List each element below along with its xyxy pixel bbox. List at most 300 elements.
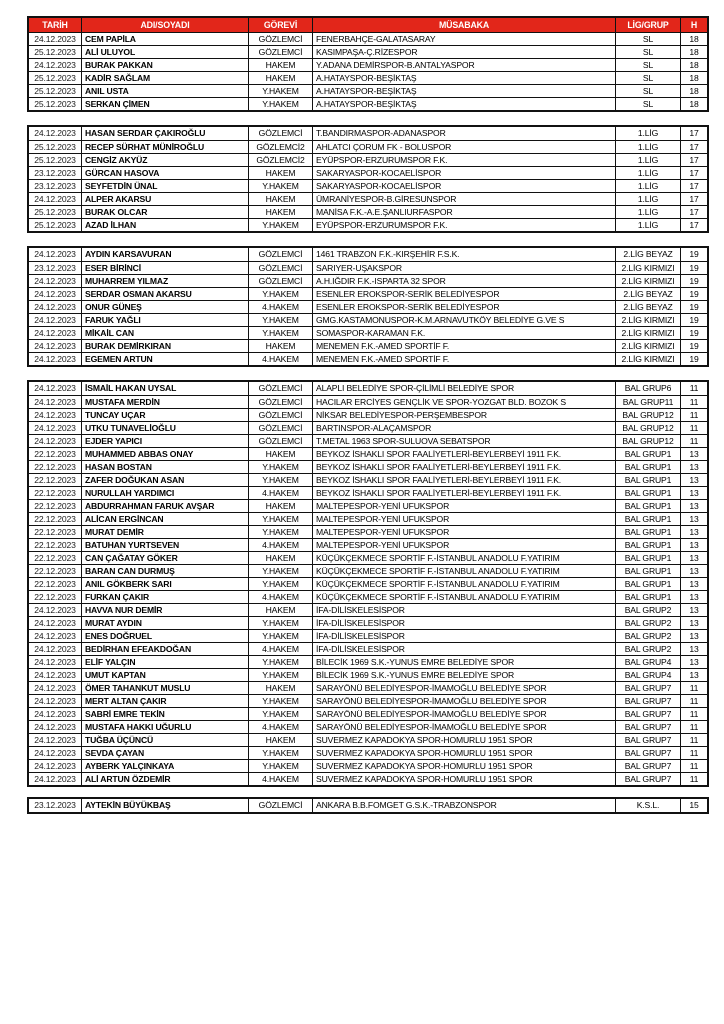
week-cell: 17 [680,193,707,205]
date-cell: 25.12.2023 [34,72,76,83]
week-cell: 19 [680,314,707,326]
week-cell: 11 [680,435,707,447]
column-header-match: MÜSABAKA [312,18,615,32]
week-cell: 17 [680,127,707,140]
date-cell: 24.12.2023 [34,656,76,667]
match-cell: BEYKOZ İSHAKLI SPOR FAALİYETLERİ-BEYLERBEYİ 1911 F.K. [312,474,615,486]
week-cell: 17 [680,206,707,218]
name-cell: AYDIN KARSAVURAN [81,248,248,261]
week-cell: 13 [680,604,707,616]
date-cell: 24.12.2023 [34,340,76,351]
match-cell: İFA-DİLİSKELESİSPOR [312,617,615,629]
name-cell: MUSTAFA MERDİN [81,396,248,408]
role-cell: HAKEM [248,552,312,564]
league-cell: BAL GRUP1 [615,461,680,473]
role-cell: Y.HAKEM [248,656,312,668]
match-cell: A.HATAYSPOR-BEŞİKTAŞ [312,98,615,110]
date-cell: 24.12.2023 [34,643,76,654]
league-cell: 1.LİG [615,154,680,166]
date-cell: 22.12.2023 [34,448,76,459]
role-cell: HAKEM [248,604,312,616]
league-cell: BAL GRUP12 [615,422,680,434]
week-cell: 11 [680,396,707,408]
date-cell: 24.12.2023 [34,33,76,44]
name-cell: BURAK DEMİRKIRAN [81,340,248,352]
week-cell: 11 [680,409,707,421]
match-cell: SOMASPOR-KARAMAN F.K. [312,327,615,339]
table-row [29,287,707,300]
match-cell: 1461 TRABZON F.K.-KIRŞEHİR F.S.K. [312,248,615,261]
table-block-super-lig [27,16,709,112]
table-row [29,192,707,205]
league-cell: SL [615,59,680,71]
league-cell: BAL GRUP7 [615,773,680,785]
role-cell: Y.HAKEM [248,98,312,110]
name-cell: ALİ ARTUN ÖZDEMİR [81,773,248,785]
week-cell: 13 [680,669,707,681]
week-cell: 18 [680,85,707,97]
role-cell: GÖZLEMCİ [248,46,312,58]
league-cell: BAL GRUP1 [615,578,680,590]
table-header-row [29,18,707,32]
date-cell: 24.12.2023 [34,249,76,260]
week-cell: 13 [680,656,707,668]
date-cell: 24.12.2023 [34,617,76,628]
role-cell: GÖZLEMCİ [248,33,312,45]
date-cell: 24.12.2023 [34,630,76,641]
week-cell: 13 [680,565,707,577]
role-cell: Y.HAKEM [248,565,312,577]
league-cell: SL [615,85,680,97]
match-cell: KASIMPAŞA-Ç.RİZESPOR [312,46,615,58]
week-cell: 17 [680,154,707,166]
name-cell: MURAT DEMİR [81,526,248,538]
table-row [29,707,707,720]
match-cell: KÜÇÜKÇEKMECE SPORTİF F.-İSTANBUL ANADOLU F.YATIRIM [312,591,615,603]
match-cell: SARAYÖNÜ BELEDİYESPOR-İMAMOĞLU BELEDİYE SPOR [312,695,615,707]
date-cell: 22.12.2023 [34,513,76,524]
league-cell: 2.LİG BEYAZ [615,301,680,313]
name-cell: BEDİRHAN EFEAKDOĞAN [81,643,248,655]
date-cell: 22.12.2023 [34,526,76,537]
league-cell: BAL GRUP2 [615,604,680,616]
name-cell: ALPER AKARSU [81,193,248,205]
date-cell: 22.12.2023 [34,461,76,472]
table-row [29,421,707,434]
date-cell: 25.12.2023 [34,46,76,57]
date-cell: 25.12.2023 [34,154,76,165]
week-cell: 17 [680,219,707,231]
league-cell: 1.LİG [615,167,680,179]
role-cell: HAKEM [248,448,312,460]
match-cell: BİLECİK 1969 S.K.-YUNUS EMRE BELEDİYE SPOR [312,656,615,668]
match-cell: SAKARYASPOR-KOCAELİSPOR [312,180,615,192]
table-row [29,525,707,538]
league-cell: BAL GRUP6 [615,382,680,395]
date-cell: 24.12.2023 [34,760,76,771]
league-cell: BAL GRUP1 [615,448,680,460]
week-cell: 11 [680,422,707,434]
role-cell: HAKEM [248,734,312,746]
match-cell: BEYKOZ İSHAKLI SPOR FAALİYETLERİ-BEYLERBEYİ 1911 F.K. [312,448,615,460]
match-cell: MALTEPESPOR-YENİ UFUKSPOR [312,500,615,512]
league-cell: BAL GRUP7 [615,721,680,733]
role-cell: HAKEM [248,167,312,179]
name-cell: RECEP SÜRHAT MÜNİROĞLU [81,141,248,153]
match-cell: MENEMEN F.K.-AMED SPORTİF F. [312,340,615,352]
week-cell: 17 [680,180,707,192]
table-row [29,382,707,395]
name-cell: SERKAN ÇİMEN [81,98,248,110]
match-cell: KÜÇÜKÇEKMECE SPORTİF F.-İSTANBUL ANADOLU F.YATIRIM [312,565,615,577]
date-cell: 24.12.2023 [34,409,76,420]
column-header-role: GÖREVİ [248,18,312,32]
week-cell: 11 [680,760,707,772]
match-cell: SUVERMEZ KAPADOKYA SPOR-HOMURLU 1951 SPOR [312,734,615,746]
column-header-week: H [680,18,707,32]
table-row [29,127,707,140]
role-cell: GÖZLEMCİ [248,382,312,395]
table-row [29,71,707,84]
name-cell: ANIL GÖKBERK SARI [81,578,248,590]
league-cell: BAL GRUP11 [615,396,680,408]
role-cell: Y.HAKEM [248,327,312,339]
role-cell: GÖZLEMCİ [248,262,312,274]
match-cell: EYÜPSPOR-ERZURUMSPOR F.K. [312,219,615,231]
name-cell: BARAN CAN DURMUŞ [81,565,248,577]
week-cell: 11 [680,695,707,707]
table-row [29,473,707,486]
name-cell: BURAK OLCAR [81,206,248,218]
league-cell: BAL GRUP7 [615,747,680,759]
name-cell: SEYFETDİN ÜNAL [81,180,248,192]
name-cell: ALİCAN ERGİNCAN [81,513,248,525]
name-cell: SERDAR OSMAN AKARSU [81,288,248,300]
column-header-league: LİG/GRUP [615,18,680,32]
match-cell: MALTEPESPOR-YENİ UFUKSPOR [312,513,615,525]
role-cell: Y.HAKEM [248,314,312,326]
league-cell: BAL GRUP2 [615,643,680,655]
role-cell: Y.HAKEM [248,760,312,772]
role-cell: Y.HAKEM [248,526,312,538]
name-cell: CENGİZ AKYÜZ [81,154,248,166]
date-cell: 23.12.2023 [34,180,76,191]
week-cell: 19 [680,248,707,261]
match-cell: SUVERMEZ KAPADOKYA SPOR-HOMURLU 1951 SPOR [312,760,615,772]
role-cell: Y.HAKEM [248,617,312,629]
date-cell: 23.12.2023 [34,262,76,273]
week-cell: 13 [680,578,707,590]
table-row [29,551,707,564]
league-cell: BAL GRUP12 [615,435,680,447]
table-row [29,434,707,447]
role-cell: GÖZLEMCİ2 [248,141,312,153]
league-cell: 2.LİG KIRMIZI [615,340,680,352]
match-cell: BİLECİK 1969 S.K.-YUNUS EMRE BELEDİYE SPOR [312,669,615,681]
name-cell: KADİR SAĞLAM [81,72,248,84]
match-cell: ALAPLI BELEDİYE SPOR-ÇİLİMLİ BELEDİYE SPOR [312,382,615,395]
date-cell: 24.12.2023 [34,193,76,204]
date-cell: 25.12.2023 [34,98,76,109]
role-cell: Y.HAKEM [248,708,312,720]
date-cell: 22.12.2023 [34,474,76,485]
role-cell: GÖZLEMCİ [248,127,312,140]
league-cell: BAL GRUP1 [615,500,680,512]
table-row [29,45,707,58]
week-cell: 11 [680,682,707,694]
role-cell: 4.HAKEM [248,721,312,733]
table-row [29,447,707,460]
match-cell: BARTINSPOR-ALAÇAMSPOR [312,422,615,434]
date-cell: 24.12.2023 [34,396,76,407]
league-cell: BAL GRUP1 [615,513,680,525]
match-cell: EYÜPSPOR-ERZURUMSPOR F.K. [312,154,615,166]
league-cell: 1.LİG [615,127,680,140]
table-row [29,395,707,408]
match-cell: MALTEPESPOR-YENİ UFUKSPOR [312,539,615,551]
name-cell: ANIL USTA [81,85,248,97]
league-cell: 1.LİG [615,219,680,231]
role-cell: HAKEM [248,682,312,694]
role-cell: HAKEM [248,72,312,84]
week-cell: 18 [680,59,707,71]
week-cell: 13 [680,448,707,460]
date-cell: 22.12.2023 [34,539,76,550]
match-cell: FENERBAHÇE-GALATASARAY [312,33,615,45]
match-cell: T.BANDIRMASPOR-ADANASPOR [312,127,615,140]
table-row [29,799,707,812]
table-row [29,339,707,352]
match-cell: İFA-DİLİSKELESİSPOR [312,604,615,616]
name-cell: ABDURRAHMAN FARUK AVŞAR [81,500,248,512]
league-cell: BAL GRUP4 [615,669,680,681]
week-cell: 19 [680,262,707,274]
table-row [29,668,707,681]
role-cell: Y.HAKEM [248,474,312,486]
week-cell: 11 [680,734,707,746]
role-cell: GÖZLEMCİ [248,275,312,287]
role-cell: GÖZLEMCİ [248,409,312,421]
table-row [29,603,707,616]
match-cell: ESENLER EROKSPOR-SERİK BELEDİYESPOR [312,288,615,300]
name-cell: CAN ÇAĞATAY GÖKER [81,552,248,564]
role-cell: GÖZLEMCİ [248,422,312,434]
name-cell: EJDER YAPICI [81,435,248,447]
role-cell: 4.HAKEM [248,591,312,603]
league-cell: BAL GRUP1 [615,565,680,577]
role-cell: HAKEM [248,206,312,218]
table-row [29,655,707,668]
league-cell: 2.LİG KIRMIZI [615,262,680,274]
date-cell: 24.12.2023 [34,682,76,693]
week-cell: 15 [680,799,707,812]
role-cell: Y.HAKEM [248,578,312,590]
role-cell: GÖZLEMCİ [248,248,312,261]
match-cell: SARAYÖNÜ BELEDİYESPOR-İMAMOĞLU BELEDİYE SPOR [312,721,615,733]
role-cell: Y.HAKEM [248,461,312,473]
name-cell: TUNCAY UÇAR [81,409,248,421]
table-row [29,616,707,629]
name-cell: UTKU TUNAVELİOĞLU [81,422,248,434]
table-row [29,218,707,231]
name-cell: ESER BİRİNCİ [81,262,248,274]
league-cell: 1.LİG [615,180,680,192]
role-cell: HAKEM [248,500,312,512]
week-cell: 11 [680,773,707,785]
league-cell: BAL GRUP1 [615,539,680,551]
table-row [29,248,707,261]
role-cell: 4.HAKEM [248,487,312,499]
league-cell: 2.LİG BEYAZ [615,288,680,300]
name-cell: EGEMEN ARTUN [81,353,248,365]
table-row [29,460,707,473]
role-cell: GÖZLEMCİ2 [248,154,312,166]
week-cell: 18 [680,46,707,58]
week-cell: 13 [680,630,707,642]
table-row [29,486,707,499]
league-cell: 1.LİG [615,193,680,205]
table-row [29,746,707,759]
week-cell: 13 [680,474,707,486]
table-row [29,499,707,512]
role-cell: Y.HAKEM [248,695,312,707]
role-cell: GÖZLEMCİ [248,396,312,408]
name-cell: MERT ALTAN ÇAKIR [81,695,248,707]
table-row [29,352,707,365]
table-row [29,140,707,153]
date-cell: 24.12.2023 [34,695,76,706]
league-cell: SL [615,33,680,45]
league-cell: SL [615,46,680,58]
role-cell: 4.HAKEM [248,301,312,313]
name-cell: AZAD İLHAN [81,219,248,231]
date-cell: 22.12.2023 [34,487,76,498]
match-cell: ÜMRANİYESPOR-B.GİRESUNSPOR [312,193,615,205]
league-cell: BAL GRUP1 [615,552,680,564]
name-cell: FARUK YAĞLI [81,314,248,326]
name-cell: MİKAİL CAN [81,327,248,339]
date-cell: 24.12.2023 [34,383,76,394]
role-cell: Y.HAKEM [248,747,312,759]
role-cell: GÖZLEMCİ [248,435,312,447]
league-cell: BAL GRUP7 [615,734,680,746]
week-cell: 13 [680,617,707,629]
league-cell: SL [615,98,680,110]
week-cell: 13 [680,461,707,473]
week-cell: 13 [680,487,707,499]
league-cell: 2.LİG KIRMIZI [615,327,680,339]
date-cell: 25.12.2023 [34,219,76,230]
week-cell: 13 [680,643,707,655]
table-row [29,97,707,110]
table-row [29,179,707,192]
table-row [29,58,707,71]
date-cell: 24.12.2023 [34,708,76,719]
week-cell: 17 [680,167,707,179]
name-cell: HASAN BOSTAN [81,461,248,473]
match-cell: HACILAR ERCİYES GENÇLİK VE SPOR-YOZGAT BLD. BOZOK S [312,396,615,408]
column-header-date: TARİH [42,19,68,30]
name-cell: SEVDA ÇAYAN [81,747,248,759]
name-cell: HASAN SERDAR ÇAKIROĞLU [81,127,248,140]
role-cell: Y.HAKEM [248,85,312,97]
date-cell: 24.12.2023 [34,314,76,325]
league-cell: BAL GRUP7 [615,695,680,707]
match-cell: MENEMEN F.K.-AMED SPORTİF F. [312,353,615,365]
league-cell: 1.LİG [615,141,680,153]
table-row [29,408,707,421]
table-row [29,642,707,655]
name-cell: AYBERK YALÇINKAYA [81,760,248,772]
name-cell: MURAT AYDIN [81,617,248,629]
table-row [29,274,707,287]
name-cell: MUHAMMED ABBAS ONAY [81,448,248,460]
role-cell: Y.HAKEM [248,219,312,231]
table-row [29,313,707,326]
name-cell: İSMAİL HAKAN UYSAL [81,382,248,395]
league-cell: BAL GRUP4 [615,656,680,668]
table-row [29,153,707,166]
league-cell: BAL GRUP1 [615,526,680,538]
week-cell: 17 [680,141,707,153]
table-block-1-lig [27,125,709,233]
table-row [29,759,707,772]
match-cell: BEYKOZ İSHAKLI SPOR FAALİYETLERİ-BEYLERBEYİ 1911 F.K. [312,461,615,473]
match-cell: SARIYER-UŞAKSPOR [312,262,615,274]
name-cell: MUSTAFA HAKKI UĞURLU [81,721,248,733]
date-cell: 24.12.2023 [34,721,76,732]
league-cell: 2.LİG KIRMIZI [615,314,680,326]
week-cell: 11 [680,721,707,733]
date-cell: 24.12.2023 [34,747,76,758]
name-cell: ONUR GÜNEŞ [81,301,248,313]
role-cell: 4.HAKEM [248,643,312,655]
date-cell: 24.12.2023 [34,435,76,446]
week-cell: 13 [680,500,707,512]
role-cell: HAKEM [248,59,312,71]
match-cell: KÜÇÜKÇEKMECE SPORTİF F.-İSTANBUL ANADOLU F.YATIRIM [312,578,615,590]
role-cell: HAKEM [248,193,312,205]
column-header-name: ADI/SOYADI [81,18,248,32]
league-cell: 1.LİG [615,206,680,218]
week-cell: 11 [680,382,707,395]
table-block-2-lig [27,246,709,367]
league-cell: BAL GRUP7 [615,708,680,720]
date-cell: 24.12.2023 [34,301,76,312]
match-cell: ESENLER EROKSPOR-SERİK BELEDİYESPOR [312,301,615,313]
match-cell: SAKARYASPOR-KOCAELİSPOR [312,167,615,179]
week-cell: 18 [680,98,707,110]
table-row [29,577,707,590]
match-cell: AHLATCI ÇORUM FK - BOLUSPOR [312,141,615,153]
match-cell: MALTEPESPOR-YENİ UFUKSPOR [312,526,615,538]
match-cell: T.METAL 1963 SPOR-SULUOVA SEBATSPOR [312,435,615,447]
date-cell: 23.12.2023 [34,800,76,811]
league-cell: BAL GRUP2 [615,630,680,642]
league-cell: BAL GRUP7 [615,682,680,694]
match-cell: SARAYÖNÜ BELEDİYESPOR-İMAMOĞLU BELEDİYE SPOR [312,682,615,694]
date-cell: 22.12.2023 [34,552,76,563]
week-cell: 19 [680,288,707,300]
table-row [29,681,707,694]
role-cell: Y.HAKEM [248,513,312,525]
name-cell: ELİF YALÇIN [81,656,248,668]
league-cell: 2.LİG KIRMIZI [615,275,680,287]
match-cell: A.HATAYSPOR-BEŞİKTAŞ [312,85,615,97]
name-cell: GÜRCAN HASOVA [81,167,248,179]
table-row [29,166,707,179]
name-cell: FURKAN ÇAKIR [81,591,248,603]
